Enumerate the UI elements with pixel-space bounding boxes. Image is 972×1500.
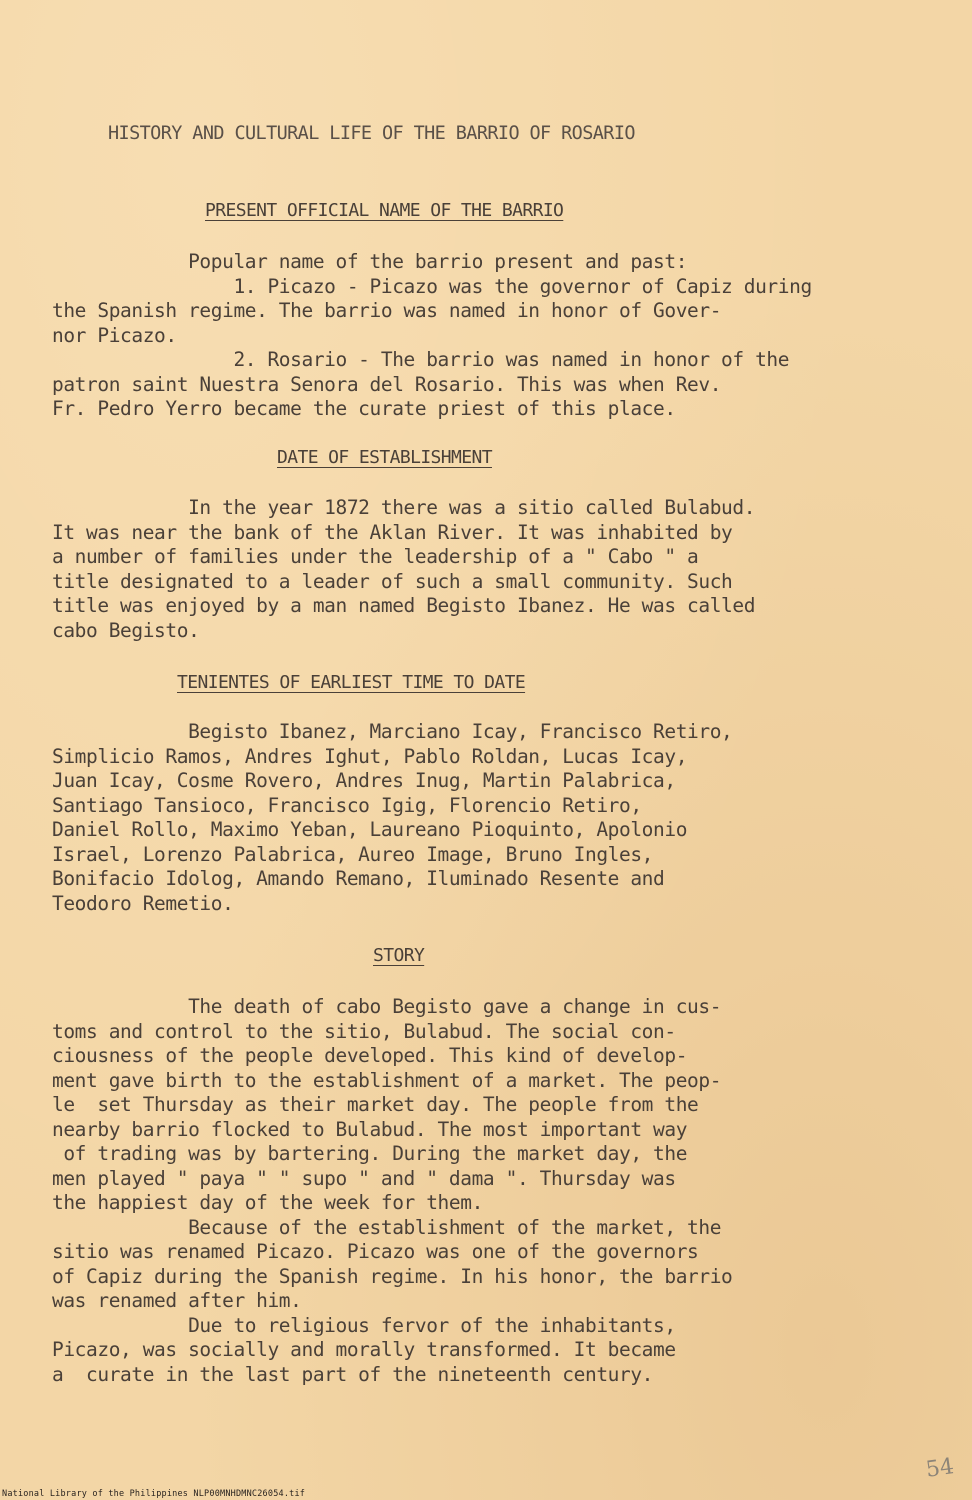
text-line: ciousness of the people developed. This kind of develop- bbox=[52, 1044, 688, 1067]
text-line: le set Thursday as their market day. The people from the bbox=[52, 1093, 699, 1116]
text-line: In the year 1872 there was a sitio called Bulabud. bbox=[52, 496, 756, 519]
heading-tenientes: TENIENTES OF EARLIEST TIME TO DATE bbox=[177, 672, 526, 693]
text-line: men played " paya " " supo " and " dama ". Thursday was bbox=[52, 1166, 676, 1190]
text-line: Picazo, was socially and morally transformed. It became bbox=[52, 1338, 676, 1361]
paragraph-establishment bbox=[52, 496, 872, 643]
text-line: It was near the bank of the Aklan River. It was inhabited by bbox=[52, 520, 733, 544]
text-line: of Capiz during the Spanish regime. In his honor, the barrio bbox=[52, 1264, 733, 1288]
heading-story: STORY bbox=[373, 945, 425, 966]
heading-official-name: PRESENT OFFICIAL NAME OF THE BARRIO bbox=[205, 200, 564, 221]
text-line: Bonifacio Idolog, Amando Remano, Iluminado Resente and bbox=[52, 867, 665, 890]
text-line: Juan Icay, Cosme Rovero, Andres Inug, Martin Palabrica, bbox=[52, 769, 676, 792]
paragraph-story bbox=[52, 995, 872, 1387]
paragraph-tenientes bbox=[52, 720, 872, 916]
text-line: Simplicio Ramos, Andres Ighut, Pablo Roldan, Lucas Icay, bbox=[52, 744, 688, 768]
text-line: the Spanish regime. The barrio was named in honor of Gover- bbox=[52, 299, 722, 322]
text-line: Popular name of the barrio present and past: bbox=[52, 250, 688, 273]
page-number: 54 bbox=[924, 1454, 956, 1483]
text-line: a number of families under the leadership of a " Cabo " a bbox=[52, 545, 699, 568]
text-line: patron saint Nuestra Senora del Rosario. This was when Rev. bbox=[52, 372, 722, 396]
text-line: cabo Begisto. bbox=[52, 618, 200, 642]
scan-footer: National Library of the Philippines NLP00MNHDMNC26054.tif bbox=[2, 1489, 306, 1499]
text-line: ment gave birth to the establishment of a market. The peop- bbox=[52, 1068, 722, 1092]
text-line: the happiest day of the week for them. bbox=[52, 1191, 483, 1214]
text-line: nor Picazo. bbox=[52, 323, 177, 347]
text-line: Daniel Rollo, Maximo Yeban, Laureano Pioquinto, Apolonio bbox=[52, 818, 688, 841]
text-line: Santiago Tansioco, Francisco Igig, Florencio Retiro, bbox=[52, 793, 642, 817]
text-line: Begisto Ibanez, Marciano Icay, Francisco Retiro, bbox=[52, 720, 733, 743]
text-line: 2. Rosario - The barrio was named in honor of the bbox=[52, 348, 790, 371]
text-line: toms and control to the sitio, Bulabud. The social con- bbox=[52, 1019, 676, 1043]
document-title: HISTORY AND CULTURAL LIFE OF THE BARRIO OF ROSARIO bbox=[108, 123, 635, 144]
text-line: a curate in the last part of the nineteenth century. bbox=[52, 1362, 654, 1386]
heading-establishment: DATE OF ESTABLISHMENT bbox=[277, 447, 492, 468]
text-line: title designated to a leader of such a small community. Such bbox=[52, 569, 733, 593]
text-line: Israel, Lorenzo Palabrica, Aureo Image, Bruno Ingles, bbox=[52, 842, 654, 866]
text-line: 1. Picazo - Picazo was the governor of Capiz during bbox=[52, 274, 812, 298]
text-line: sitio was renamed Picazo. Picazo was one of the governors bbox=[52, 1240, 699, 1263]
text-line: of trading was by bartering. During the market day, the bbox=[52, 1142, 688, 1165]
text-line: nearby barrio flocked to Bulabud. The most important way bbox=[52, 1117, 688, 1141]
paragraph-official-name bbox=[52, 250, 872, 422]
text-line: was renamed after him. bbox=[52, 1289, 302, 1312]
text-line: Because of the establishment of the market, the bbox=[52, 1215, 722, 1239]
text-line: title was enjoyed by a man named Begisto Ibanez. He was called bbox=[52, 594, 756, 617]
text-line: Fr. Pedro Yerro became the curate priest of this place. bbox=[52, 397, 676, 420]
text-line: The death of cabo Begisto gave a change in cus- bbox=[52, 995, 722, 1018]
text-line: Teodoro Remetio. bbox=[52, 891, 234, 915]
text-line: Due to religious fervor of the inhabitants, bbox=[52, 1313, 676, 1337]
